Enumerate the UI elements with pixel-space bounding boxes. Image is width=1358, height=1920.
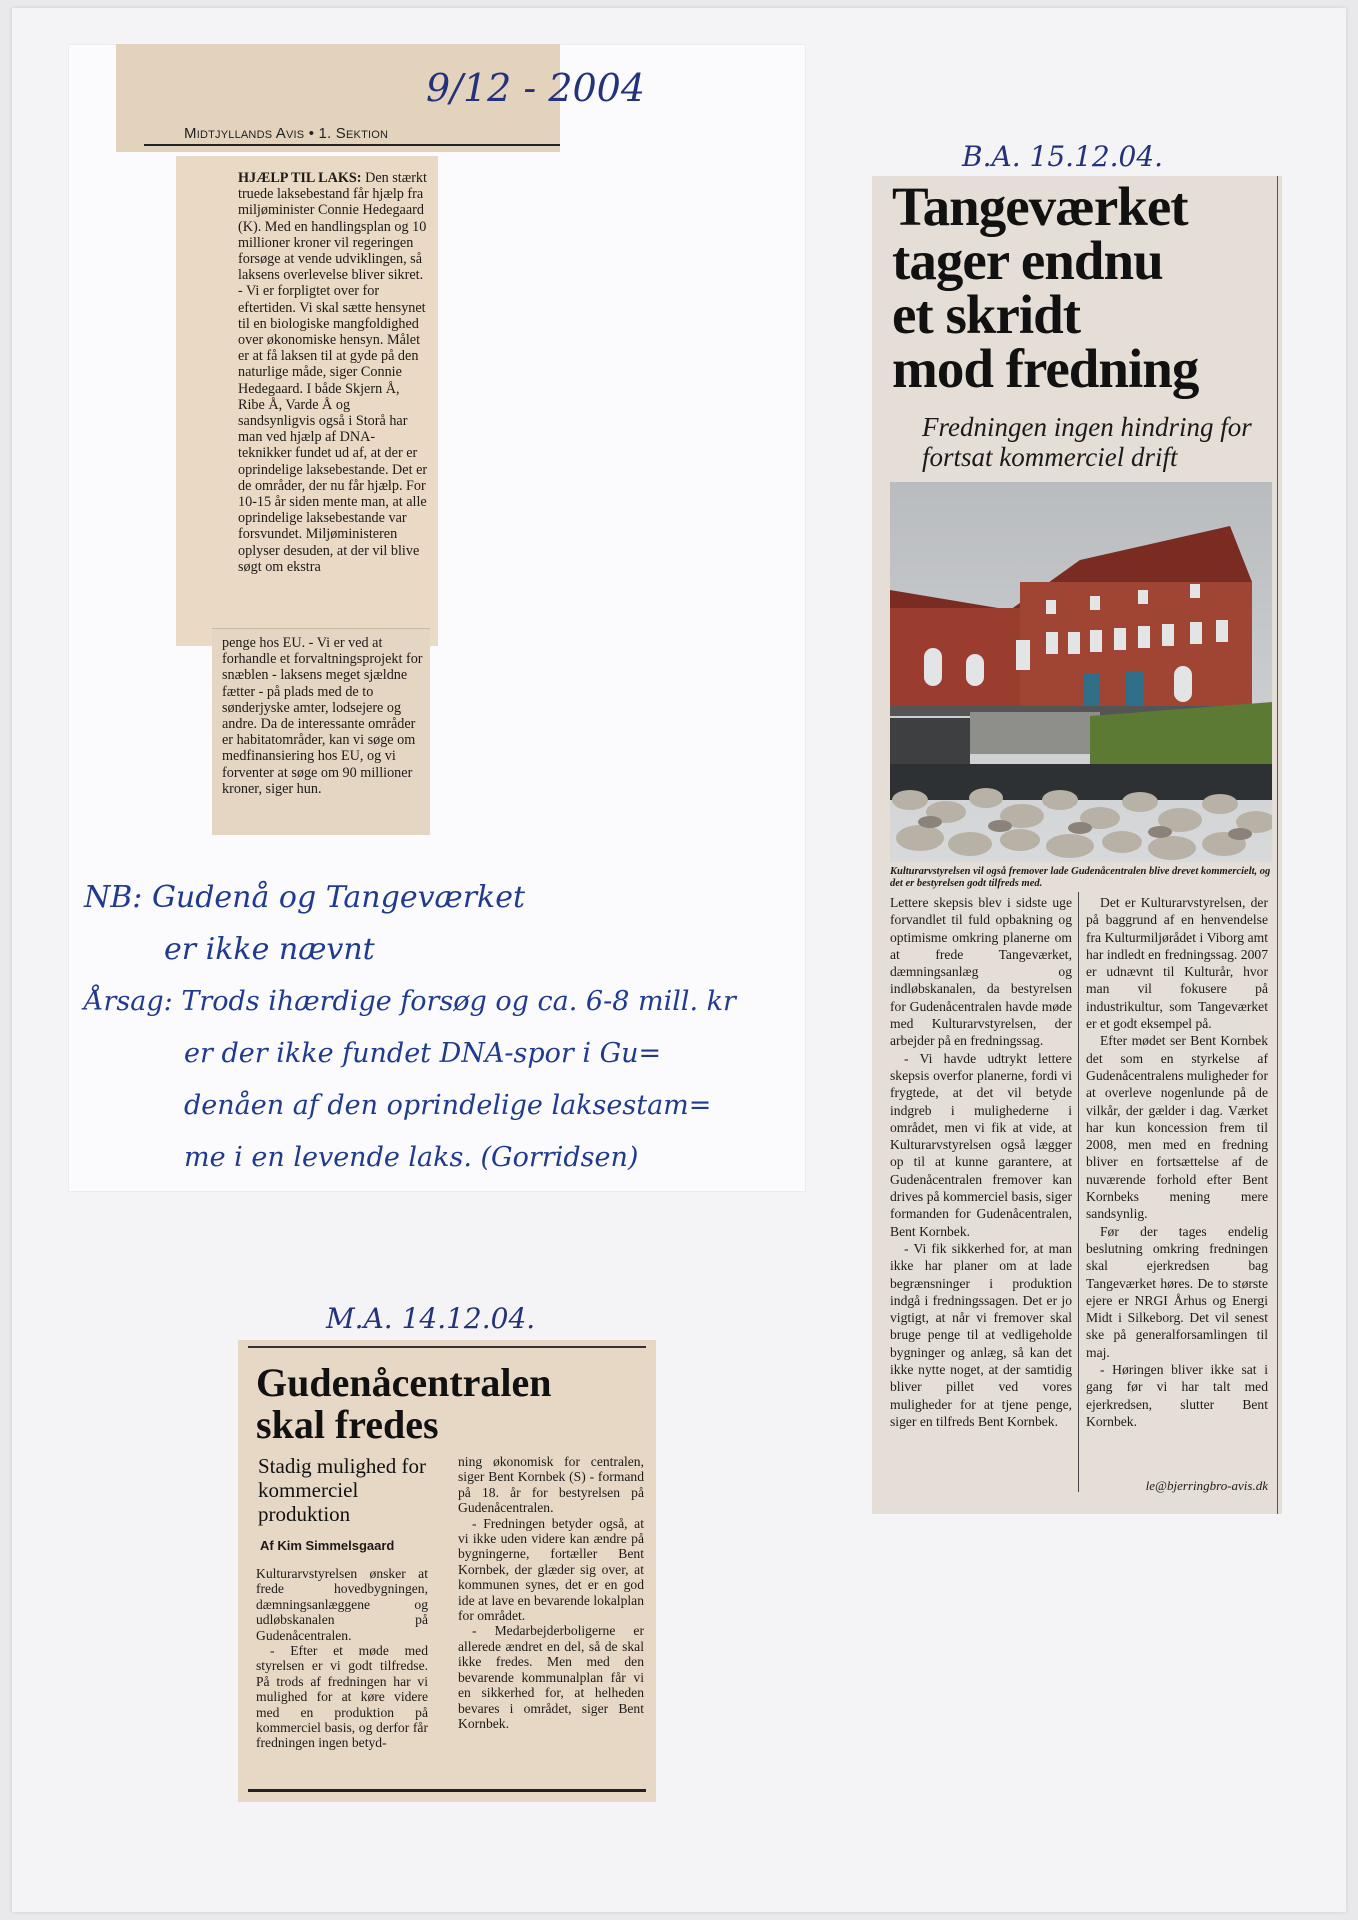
gudenaa-column-2	[458, 1454, 644, 1731]
author-email: le@bjerringbro-avis.dk	[1145, 1478, 1268, 1493]
gudenaa-headline	[256, 1362, 552, 1446]
note-line: denåen af den oprindelige laksestam=	[184, 1090, 712, 1121]
power-station-photo	[890, 482, 1272, 862]
paragraph: - Fredningen betyder også, at vi ikke uden videre kan ændre på bygningerne, fortæller Bent Kornbek, der glæder sig over, at kommunen synes, det er en god ide at lave en bevarende lokalplan for området.	[458, 1515, 644, 1624]
paragraph: Kulturarvstyrelsen ønsker at frede hovedbygningen, dæmningsanlæggene og udløbskanalen på Gudenåcentralen.	[256, 1566, 428, 1643]
note-line: er der ikke fundet DNA-spor i Gu=	[184, 1038, 662, 1069]
masthead-rule	[144, 144, 560, 146]
note-line: er ikke nævnt	[164, 932, 375, 967]
byline: Af Kim Simmelsgaard	[260, 1538, 395, 1553]
brief-text-part1	[176, 156, 438, 575]
headline-line: et skridt	[892, 284, 1081, 345]
tangevaerket-column-2	[1086, 894, 1268, 1430]
tangevaerket-column-1	[890, 894, 1072, 1430]
handwritten-date-ba: B.A. 15.12.04.	[962, 140, 1164, 173]
paragraph: Efter mødet ser Bent Kornbek det som en styrkelse af Gudenåcentralens muligheder for at overleve nogenlunde på de vilkår, der gælder i dag. Værket har kun koncession frem til 2008, men med en fredning bliver en fortsættelse af de nuværende forhold efter Bent Kornbeks mening mere sandsynlig.	[1086, 1033, 1268, 1222]
brief-clipping-part2	[212, 628, 430, 835]
headline-line: tager endnu	[892, 230, 1163, 291]
brief-body-part2: penge hos EU. - Vi er ved at forhandle et forvaltningsprojekt for snæblen - laksens meget sjældne fætter - på plads med de to sønderjyske amter, lodsejere og andre. Da de interessante områder er habitatområder, kan vi søge om medfinansiering hos EU, og vi forventer at søge om 90 millioner kroner, siger hun.	[222, 635, 423, 797]
gudenaa-column-1	[256, 1566, 428, 1751]
brief-clipping-part1	[176, 156, 438, 646]
tangevaerket-deck: Fredningen ingen hindring for fortsat kommerciel drift	[922, 412, 1252, 472]
headline-line: Tangeværket	[892, 176, 1188, 237]
gudenaa-clipping	[238, 1340, 656, 1802]
headline-line: Gudenåcentralen	[256, 1360, 552, 1405]
headline-line: mod fredning	[892, 338, 1199, 399]
handwritten-date: 9/12 - 2004	[426, 66, 646, 110]
column-divider	[1078, 892, 1079, 1492]
photo-caption: Kulturarvstyrelsen vil også fremover lade Gudenåcentralen blive drevet kommercielt, og det er bestyrelsen godt tilfreds med.	[890, 866, 1271, 889]
gudenaa-subhead: Stadig mulighed for kommerciel produktion	[258, 1454, 426, 1526]
note-line: NB: Gudenå og Tangeværket	[84, 880, 526, 915]
brief-lead: HJÆLP TIL LAKS:	[238, 170, 362, 186]
top-rule	[248, 1346, 646, 1348]
paragraph: Det er Kulturarvstyrelsen, der på baggrund af en henvendelse fra Kulturmiljørådet i Viborg amt har indledt en fredningssag. 2007 er udnævnt til Kulturår, hvor man vil fokusere på industrikultur, som Tangeværket er et godt eksempel på.	[1086, 895, 1268, 1032]
note-line: me i en levende laks. (Gorridsen)	[184, 1142, 639, 1173]
tangevaerket-clipping	[872, 176, 1282, 1514]
paragraph: - Vi havde udtrykt lettere skepsis overfor planerne, fordi vi frygtede, at det vil betyde indgreb i mulighederne i området, men vi fik at vide, at Kulturarvstyrelsen også lægger op til at kunne garantere, at Gudenåcentralen fremover kan drives på kommerciel basis, siger formanden for Gudenåcentralen, Bent Kornbek.	[890, 1050, 1072, 1239]
handwritten-date-ma: M.A. 14.12.04.	[326, 1302, 536, 1335]
paragraph: ning økonomisk for centralen, siger Bent Kornbek (S) - formand på 18. år for bestyrelsen på Gudenåcentralen.	[458, 1454, 644, 1516]
paragraph: Før der tages endelig beslutning omkring fredningen skal ejerkredsen bag Tangeværket høres. De to største ejere er NRGI Århus og Energi Midt i Silkeborg. Det vil senest ske på generalforsamlingen til maj.	[1086, 1223, 1268, 1360]
power-station-illustration	[890, 482, 1272, 862]
paragraph: Lettere skepsis blev i sidste uge forvandlet til fuld opbakning og optimisme omkring planerne om at frede Tangeværket, dæmningsanlæg og indløbskanalen, da bestyrelsen for Gudenåcentralen havde møde med Kulturarvstyrelsen, der arbejder på en fredningssag.	[890, 895, 1072, 1049]
tangevaerket-headline	[892, 176, 1199, 399]
paragraph: - Høringen bliver ikke sat i gang før vi har talt med ejerkredsen, slutter Bent Kornbek.	[1086, 1362, 1268, 1429]
brief-body-part1: Den stærkt truede laksebestand får hjælp fra miljøminister Connie Hedegaard (K). Med en handlingsplan og 10 millioner kroner vil regeringen forsøge at vende udviklingen, så laksens overlevelse bliver sikret. - Vi er forpligtet over for eftertiden. Vi skal sætte hensynet til en biologiske mangfoldighed over økonomiske hensyn. Målet er at få laksen til at gyde på den naturlige måde, siger Connie Hedegaard. I både Skjern Å, Ribe Å, Varde Å og sandsynligvis også i Storå har man ved hjælp af DNA-teknikker fundet ud af, at der er oprindelige laksebestande. Det er de områder, der nu får hjælp. For 10-15 år siden mente man, at alle oprindelige laksebestande var forsvundet. Miljøministeren oplyser desuden, at der vil blive søgt om ekstra	[238, 170, 428, 575]
handwritten-note	[84, 872, 784, 1184]
headline-line: skal fredes	[256, 1402, 439, 1447]
paragraph: - Efter et møde med styrelsen er vi godt tilfredse. På trods af fredningen har vi mulighed for at køre videre med en produktion på kommerciel basis, og derfor får fredningen ingen betyd-	[256, 1643, 428, 1751]
masthead-label: Midtjyllands Avis • 1. Sektion	[184, 125, 389, 142]
clipping-border	[1277, 176, 1278, 1514]
paragraph: - Medarbejderboligerne er allerede ændret en del, så de skal ikke fredes. Men med den bevarende kommunalplan får vi en sikkerhed for, at helheden bevares i området, siger Bent Kornbek.	[458, 1623, 644, 1731]
bottom-rule	[248, 1789, 646, 1792]
paragraph: - Vi fik sikkerhed for, at man ikke har planer om at lade begrænsninger i produktion indgå i fredningssagen. Det er jo vigtigt, at når vi fremover skal bruge penge til at vedligeholde bygninger og anlæg, så kan det ikke nytte noget, at der samtidig bliver pillet ved vores muligheder for at tjene penge, siger en tilfreds Bent Kornbek.	[890, 1240, 1072, 1429]
note-line: Årsag: Trods ihærdige forsøg og ca. 6-8 mill. kr	[84, 986, 736, 1017]
